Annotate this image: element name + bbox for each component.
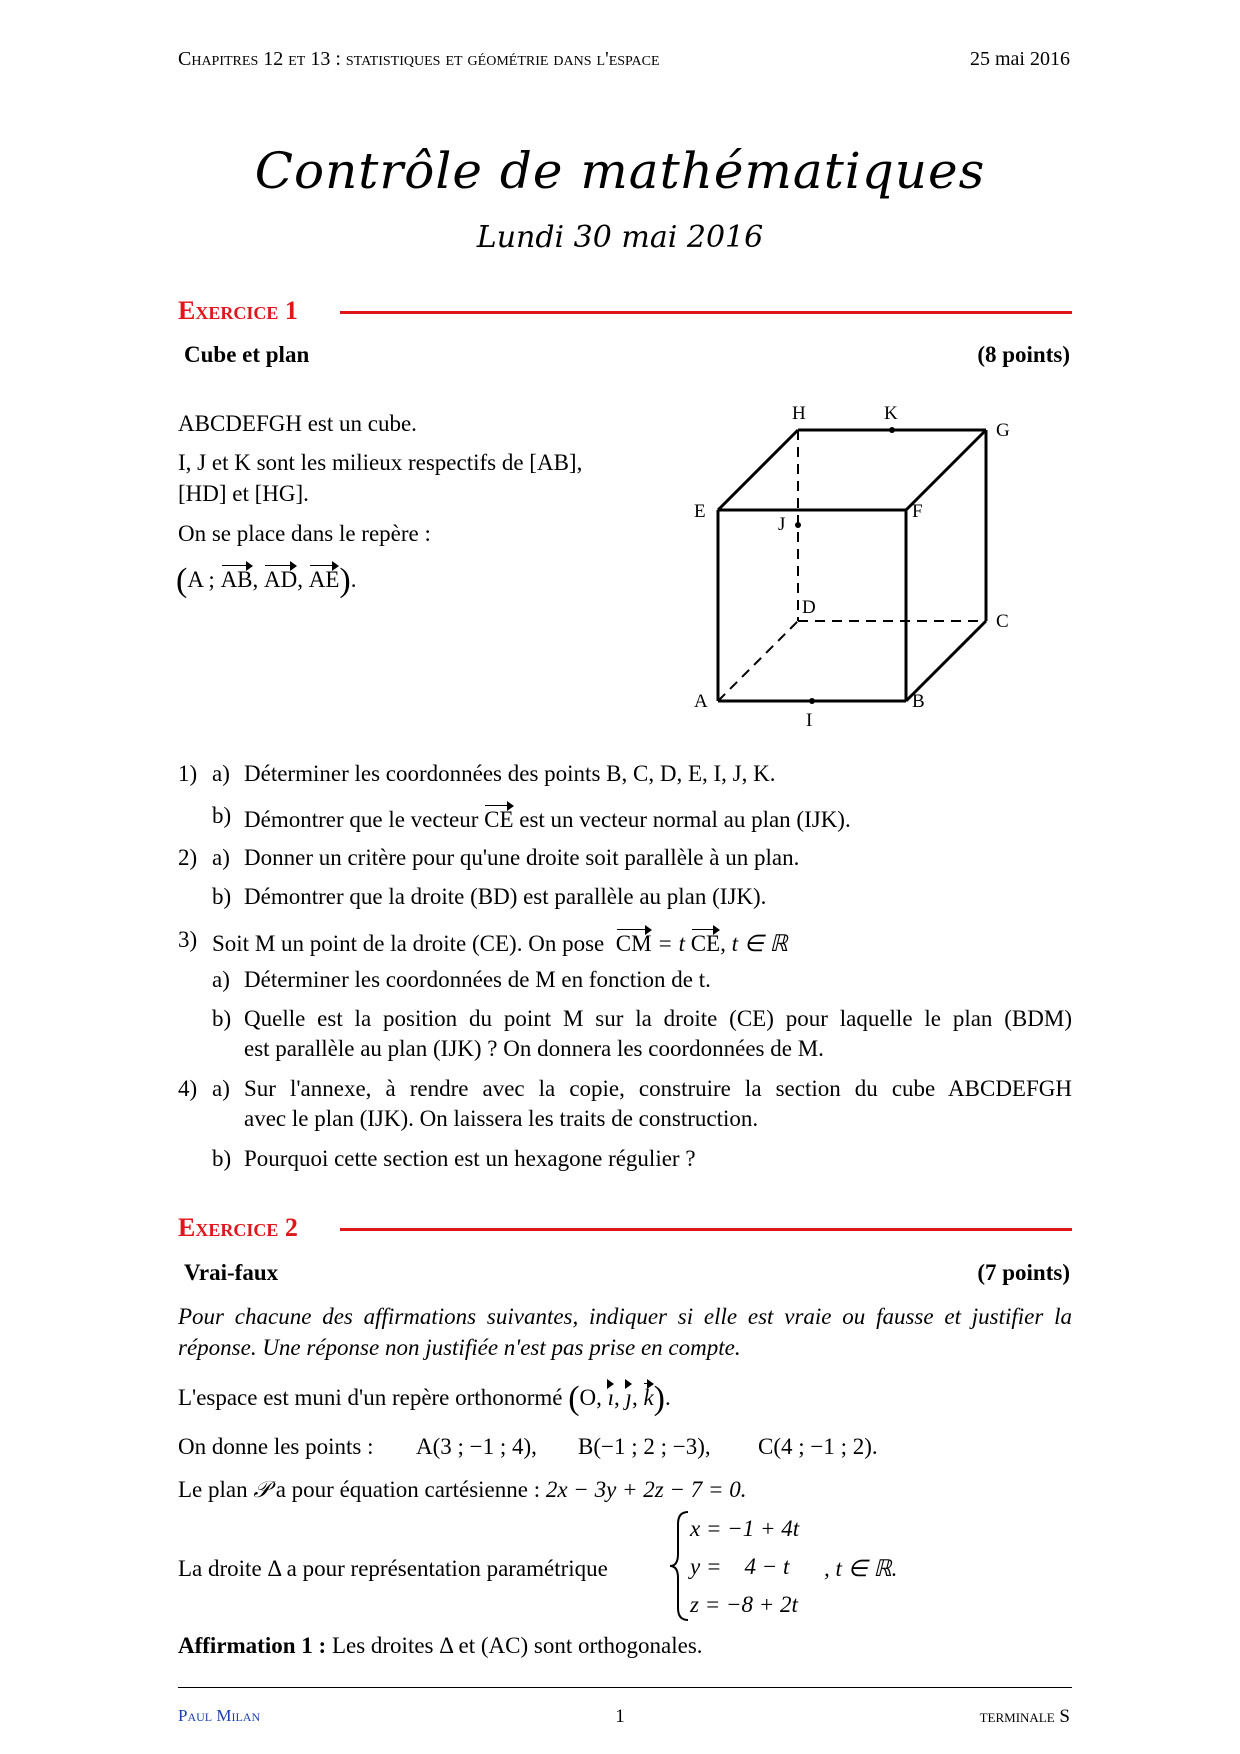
edge-EH — [718, 430, 798, 510]
point-K — [889, 427, 895, 433]
q4a-text-line1: Sur l'annexe, à rendre avec la copie, construire la section du cube ABCDEFGH — [244, 1076, 1072, 1101]
q2b-text: Démontrer que la droite (BD) est parallèle au plan (IJK). — [244, 884, 767, 909]
system-brace — [668, 1510, 692, 1622]
exercise1-points: (8 points) — [977, 342, 1070, 367]
running-header-date: 25 mai 2016 — [970, 48, 1070, 70]
q2-number: 2) — [178, 845, 198, 870]
q3-number: 3) — [178, 927, 198, 952]
q3a-text: Déterminer les coordonnées de M en fonction de t. — [244, 967, 711, 992]
footer-rule — [178, 1687, 1072, 1688]
system-y: y = 4 − t — [690, 1554, 790, 1579]
page-title: Contrôle de mathématiques — [254, 142, 986, 200]
ex2-point-A: A(3 ; −1 ; 4), — [416, 1434, 537, 1459]
label-G: G — [996, 420, 1010, 441]
ex1-frame: (A ; AB, AD, AE). — [176, 562, 357, 599]
exercise1-rule — [340, 311, 1072, 314]
point-I — [809, 698, 815, 704]
label-K: K — [884, 403, 898, 424]
affirmation1: Affirmation 1 : Les droites Δ et (AC) sont orthogonales. — [178, 1633, 703, 1658]
ex2-frame: L'espace est muni d'un repère orthonormé (O, ı, ȷ, k). — [178, 1380, 671, 1417]
exercise2-points: (7 points) — [977, 1260, 1070, 1285]
q4-number: 4) — [178, 1076, 198, 1101]
q3a-letter: a) — [212, 967, 230, 992]
exercise2-topic: Vrai-faux — [184, 1260, 279, 1285]
edge-BC — [906, 621, 986, 701]
label-F: F — [912, 501, 923, 522]
q3b-text-line1: Quelle est la position du point M sur la droite (CE) pour laquelle le plan (BDM) — [244, 1006, 1072, 1031]
ex1-intro-line2: I, J et K sont les milieux respectifs de [AB], — [178, 450, 583, 475]
running-header-left: Chapitres 12 et 13 : statistiques et géométrie dans l'espace — [178, 48, 660, 70]
label-E: E — [694, 501, 706, 522]
page-subtitle: Lundi 30 mai 2016 — [476, 220, 764, 255]
label-H: H — [792, 403, 806, 424]
q1b-text: Démontrer que le vecteur CE est un vecteur normal au plan (IJK). — [244, 802, 851, 834]
exercise1-topic: Cube et plan — [184, 342, 310, 367]
footer-class: terminale S — [979, 1706, 1070, 1727]
exercise2-rule — [340, 1228, 1072, 1231]
label-D: D — [802, 597, 816, 618]
system-x: x = −1 + 4t — [690, 1516, 800, 1541]
footer-author: Paul Milan — [178, 1706, 261, 1725]
label-I: I — [806, 710, 813, 731]
q1b-letter: b) — [212, 803, 232, 828]
label-J: J — [778, 514, 786, 535]
ex2-instructions-line2: réponse. Une réponse non justifiée n'est pas prise en compte. — [178, 1335, 741, 1360]
label-B: B — [912, 691, 925, 712]
edge-AD-hidden — [718, 621, 798, 701]
exercise1-label: Exercice 1 — [178, 296, 298, 325]
q4a-text-line2: avec le plan (IJK). On laissera les traits de construction. — [244, 1106, 759, 1131]
system-condition: , t ∈ ℝ. — [824, 1556, 898, 1581]
footer-page-number: 1 — [615, 1706, 625, 1727]
q3-text: Soit M un point de la droite (CE). On pose CM = t CE, t ∈ ℝ — [212, 926, 788, 958]
q3b-text-line2: est parallèle au plan (IJK) ? On donnera les coordonnées de M. — [244, 1036, 824, 1061]
point-J — [795, 522, 801, 528]
edge-FG — [906, 430, 986, 510]
system-z: z = −8 + 2t — [690, 1592, 798, 1617]
ex2-line-label: La droite Δ a pour représentation paramétrique — [178, 1556, 608, 1581]
q4b-text: Pourquoi cette section est un hexagone régulier ? — [244, 1146, 696, 1171]
q2b-letter: b) — [212, 884, 232, 909]
q1a-text: Déterminer les coordonnées des points B, C, D, E, I, J, K. — [244, 761, 776, 786]
q2a-letter: a) — [212, 845, 230, 870]
q4b-letter: b) — [212, 1146, 232, 1171]
ex2-plane: Le plan 𝒫 a pour équation cartésienne : 2x − 3y + 2z − 7 = 0. — [178, 1477, 747, 1502]
exercise2-label: Exercice 2 — [178, 1213, 298, 1242]
label-C: C — [996, 611, 1009, 632]
ex1-intro-line3: [HD] et [HG]. — [178, 481, 309, 506]
q1-number: 1) — [178, 761, 198, 786]
ex2-instructions-line1: Pour chacune des affirmations suivantes, indiquer si elle est vraie ou fausse et justifier la — [178, 1304, 1072, 1329]
ex2-points-label: On donne les points : — [178, 1434, 374, 1459]
q3b-letter: b) — [212, 1006, 232, 1031]
ex1-intro-line4: On se place dans le repère : — [178, 521, 431, 546]
q2a-text: Donner un critère pour qu'une droite soit parallèle à un plan. — [244, 845, 800, 870]
q4a-letter: a) — [212, 1076, 230, 1101]
cube-figure — [680, 395, 1040, 735]
ex2-point-B: B(−1 ; 2 ; −3), — [578, 1434, 711, 1459]
ex1-intro-line1: ABCDEFGH est un cube. — [178, 411, 417, 436]
label-A: A — [694, 691, 708, 712]
q1a-letter: a) — [212, 761, 230, 786]
ex2-point-C: C(4 ; −1 ; 2). — [758, 1434, 878, 1459]
